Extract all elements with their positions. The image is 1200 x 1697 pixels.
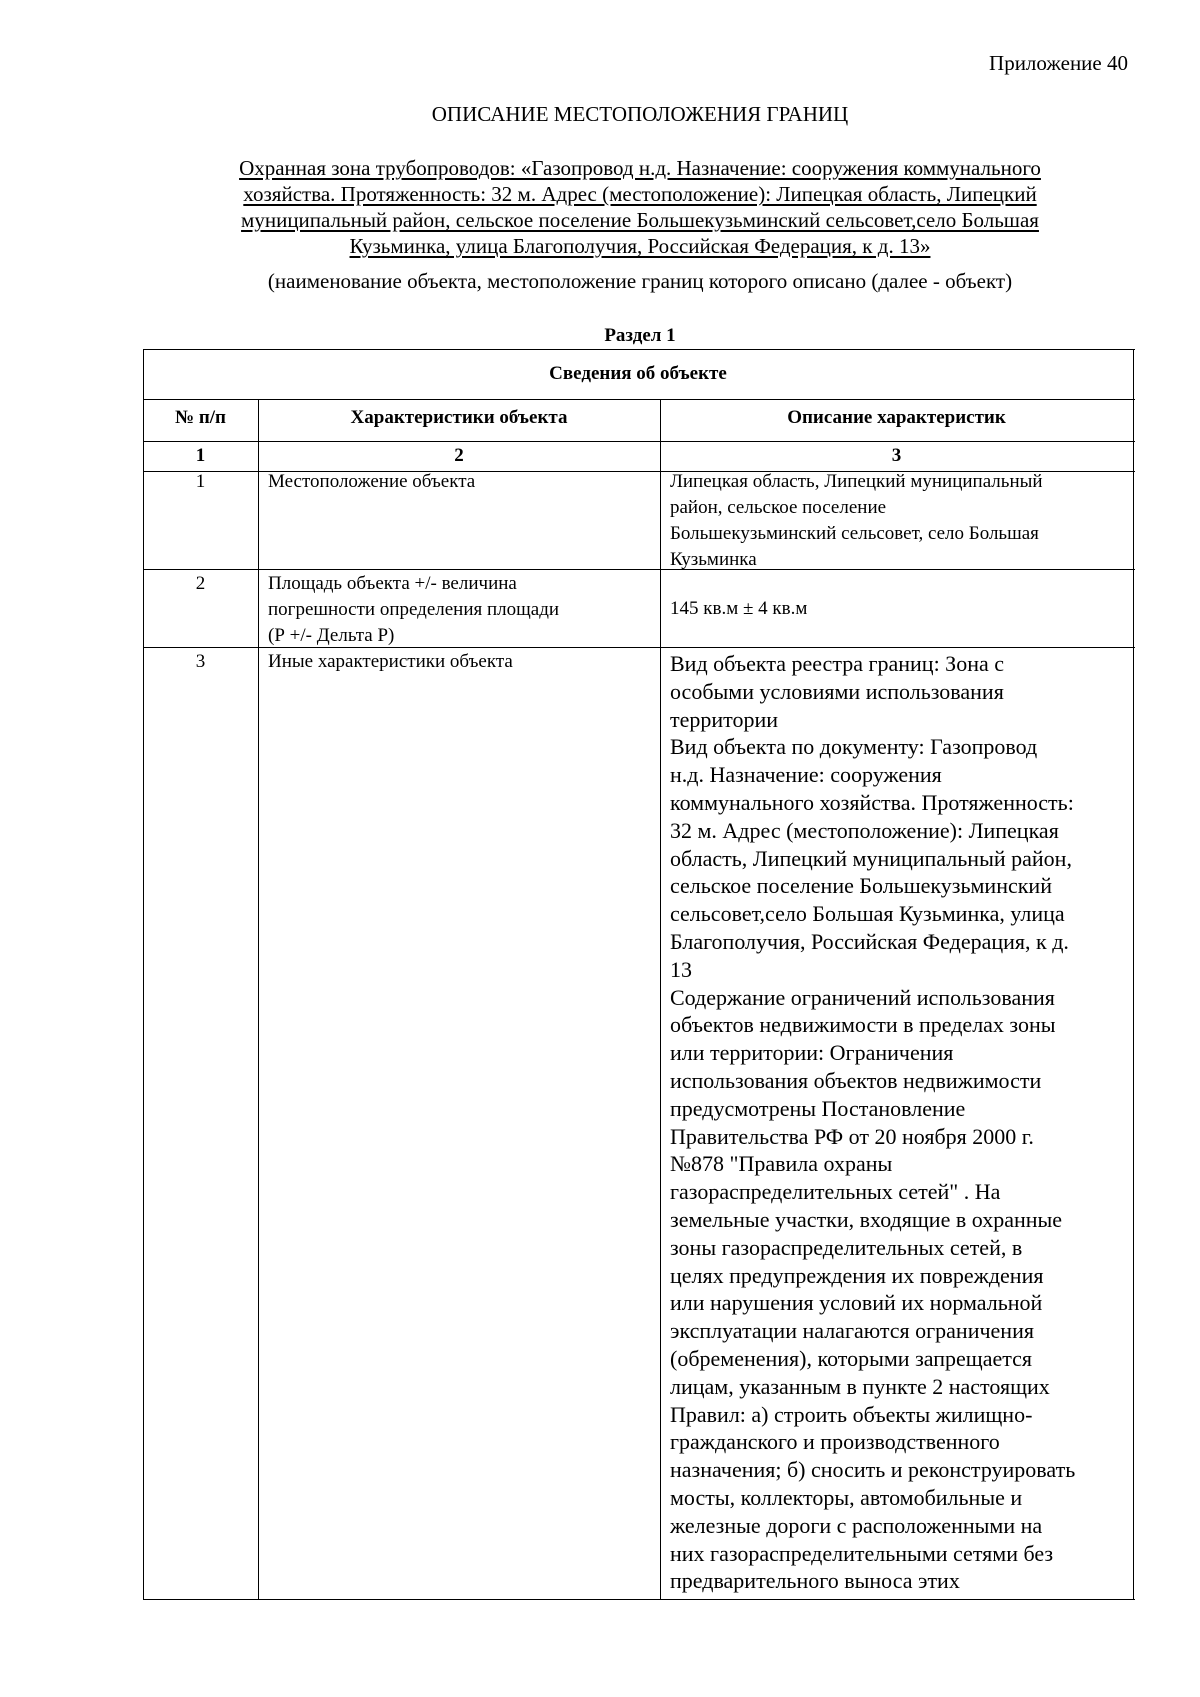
description-line: объектов недвижимости в пределах зоны: [670, 1012, 1056, 1038]
description-line: 13: [670, 956, 692, 982]
row-number: 2: [195, 573, 206, 594]
row-number: 1: [195, 471, 206, 492]
object-name: [160, 155, 1120, 259]
object-name-line: Охранная зона трубопроводов: «Газопровод н.д. Назначение: сооружения коммунального: [239, 156, 1041, 180]
description-line: гражданского и производственного: [670, 1429, 1000, 1455]
description-line: 32 м. Адрес (местоположение): Липецкая: [670, 817, 1059, 843]
description-line: эксплуатации налагаются ограничения: [670, 1318, 1034, 1344]
row-description: [670, 596, 1130, 622]
description-line: Содержание ограничений использования: [670, 984, 1055, 1010]
description-line: Вид объекта реестра границ: Зона с: [670, 651, 1005, 676]
description-line: Вид объекта по документу: Газопровод: [670, 734, 1038, 760]
description-line: них газораспределительными сетями без: [670, 1540, 1054, 1566]
table-border: [258, 399, 259, 1600]
table-border: [143, 349, 144, 1600]
description-line: Большекузьминский сельсовет, село Большая: [670, 523, 1039, 544]
row-description: [670, 469, 1130, 573]
description-line: зоны газораспределительных сетей, в: [670, 1234, 1023, 1260]
section-title: Раздел 1: [604, 325, 676, 346]
table-border: [143, 441, 1135, 442]
description-line: №878 "Правила охраны: [670, 1151, 893, 1177]
description-line: или территории: Ограничения: [670, 1040, 954, 1066]
column-header-number: № п/п: [174, 407, 227, 428]
characteristic-line: Местоположение объекта: [268, 471, 476, 492]
row-number: 3: [195, 651, 206, 672]
description-line: (обременения), которыми запрещается: [670, 1345, 1033, 1371]
document-title-text: ОПИСАНИЕ МЕСТОПОЛОЖЕНИЯ ГРАНИЦ: [431, 102, 849, 126]
table-title: Сведения об объекте: [549, 363, 727, 384]
description-line: предусмотрены Постановление: [670, 1095, 966, 1121]
object-name-line: хозяйства. Протяженность: 32 м. Адрес (местоположение): Липецкая область, Липецкий: [243, 182, 1037, 206]
table-border: [143, 1599, 1135, 1600]
description-line: использования объектов недвижимости: [670, 1067, 1042, 1093]
description-line: особыми условиями использования: [670, 678, 1004, 704]
description-line: н.д. Назначение: сооружения: [670, 762, 942, 788]
row-characteristic: [268, 469, 653, 495]
description-line: коммунального хозяйства. Протяженность:: [670, 789, 1074, 815]
characteristic-line: погрешности определения площади: [268, 599, 560, 620]
description-line: целях предупреждения их повреждения: [670, 1262, 1044, 1288]
characteristic-line: (Р +/- Дельта Р): [268, 625, 395, 646]
description-line: земельные участки, входящие в охранные: [670, 1206, 1063, 1232]
description-line: территории: [670, 706, 779, 732]
description-line: лицам, указанным в пункте 2 настоящих: [670, 1373, 1050, 1399]
object-info-table: [143, 349, 1135, 1600]
description-line: газораспределительных сетей" . На: [670, 1179, 1001, 1205]
description-line: 145 кв.м ± 4 кв.м: [670, 598, 808, 619]
description-line: область, Липецкий муниципальный район,: [670, 845, 1072, 871]
description-line: Кузьминка: [670, 549, 757, 570]
object-name-line: муниципальный район, сельское поселение Большекузьминский сельсовет,село Большая: [241, 208, 1039, 232]
description-line: предварительного выноса этих: [670, 1568, 960, 1594]
description-line: назначения; б) сносить и реконструировать: [670, 1457, 1076, 1483]
characteristic-line: Иные характеристики объекта: [268, 651, 513, 672]
table-border: [1133, 349, 1134, 1600]
column-header-description: Описание характеристик: [787, 407, 1006, 428]
row-description: [670, 650, 1132, 1595]
document-title: [0, 100, 1200, 128]
table-border: [143, 399, 1135, 400]
description-line: мосты, коллекторы, автомобильные и: [670, 1484, 1023, 1510]
row-characteristic: [268, 649, 653, 675]
row-characteristic: [268, 571, 653, 649]
table-border: [660, 399, 661, 1600]
appendix-label: Приложение 40: [989, 51, 1128, 75]
description-line: Правил: а) строить объекты жилищно-: [670, 1401, 1033, 1427]
column-number: 3: [891, 445, 902, 466]
characteristic-line: Площадь объекта +/- величина: [268, 573, 517, 594]
column-number: 2: [454, 445, 464, 466]
description-line: или нарушения условий их нормальной: [670, 1290, 1043, 1316]
description-line: сельсовет,село Большая Кузьминка, улица: [670, 901, 1065, 927]
description-line: Благополучия, Российская Федерация, к д.: [670, 928, 1069, 954]
table-border: [143, 349, 1135, 350]
column-number: 1: [195, 445, 206, 466]
description-line: Липецкая область, Липецкий муниципальный: [670, 471, 1043, 492]
object-caption: (наименование объекта, местоположение границ которого описано (далее - объект): [267, 269, 1013, 293]
description-line: железные дороги с расположенными на: [670, 1512, 1043, 1538]
description-line: Правительства РФ от 20 ноября 2000 г.: [670, 1123, 1034, 1149]
object-name-line: Кузьминка, улица Благополучия, Российская Федерация, к д. 13»: [349, 234, 931, 258]
description-line: сельское поселение Большекузьминский: [670, 873, 1052, 899]
column-header-characteristic: Характеристики объекта: [350, 407, 568, 428]
description-line: район, сельское поселение: [670, 497, 887, 518]
